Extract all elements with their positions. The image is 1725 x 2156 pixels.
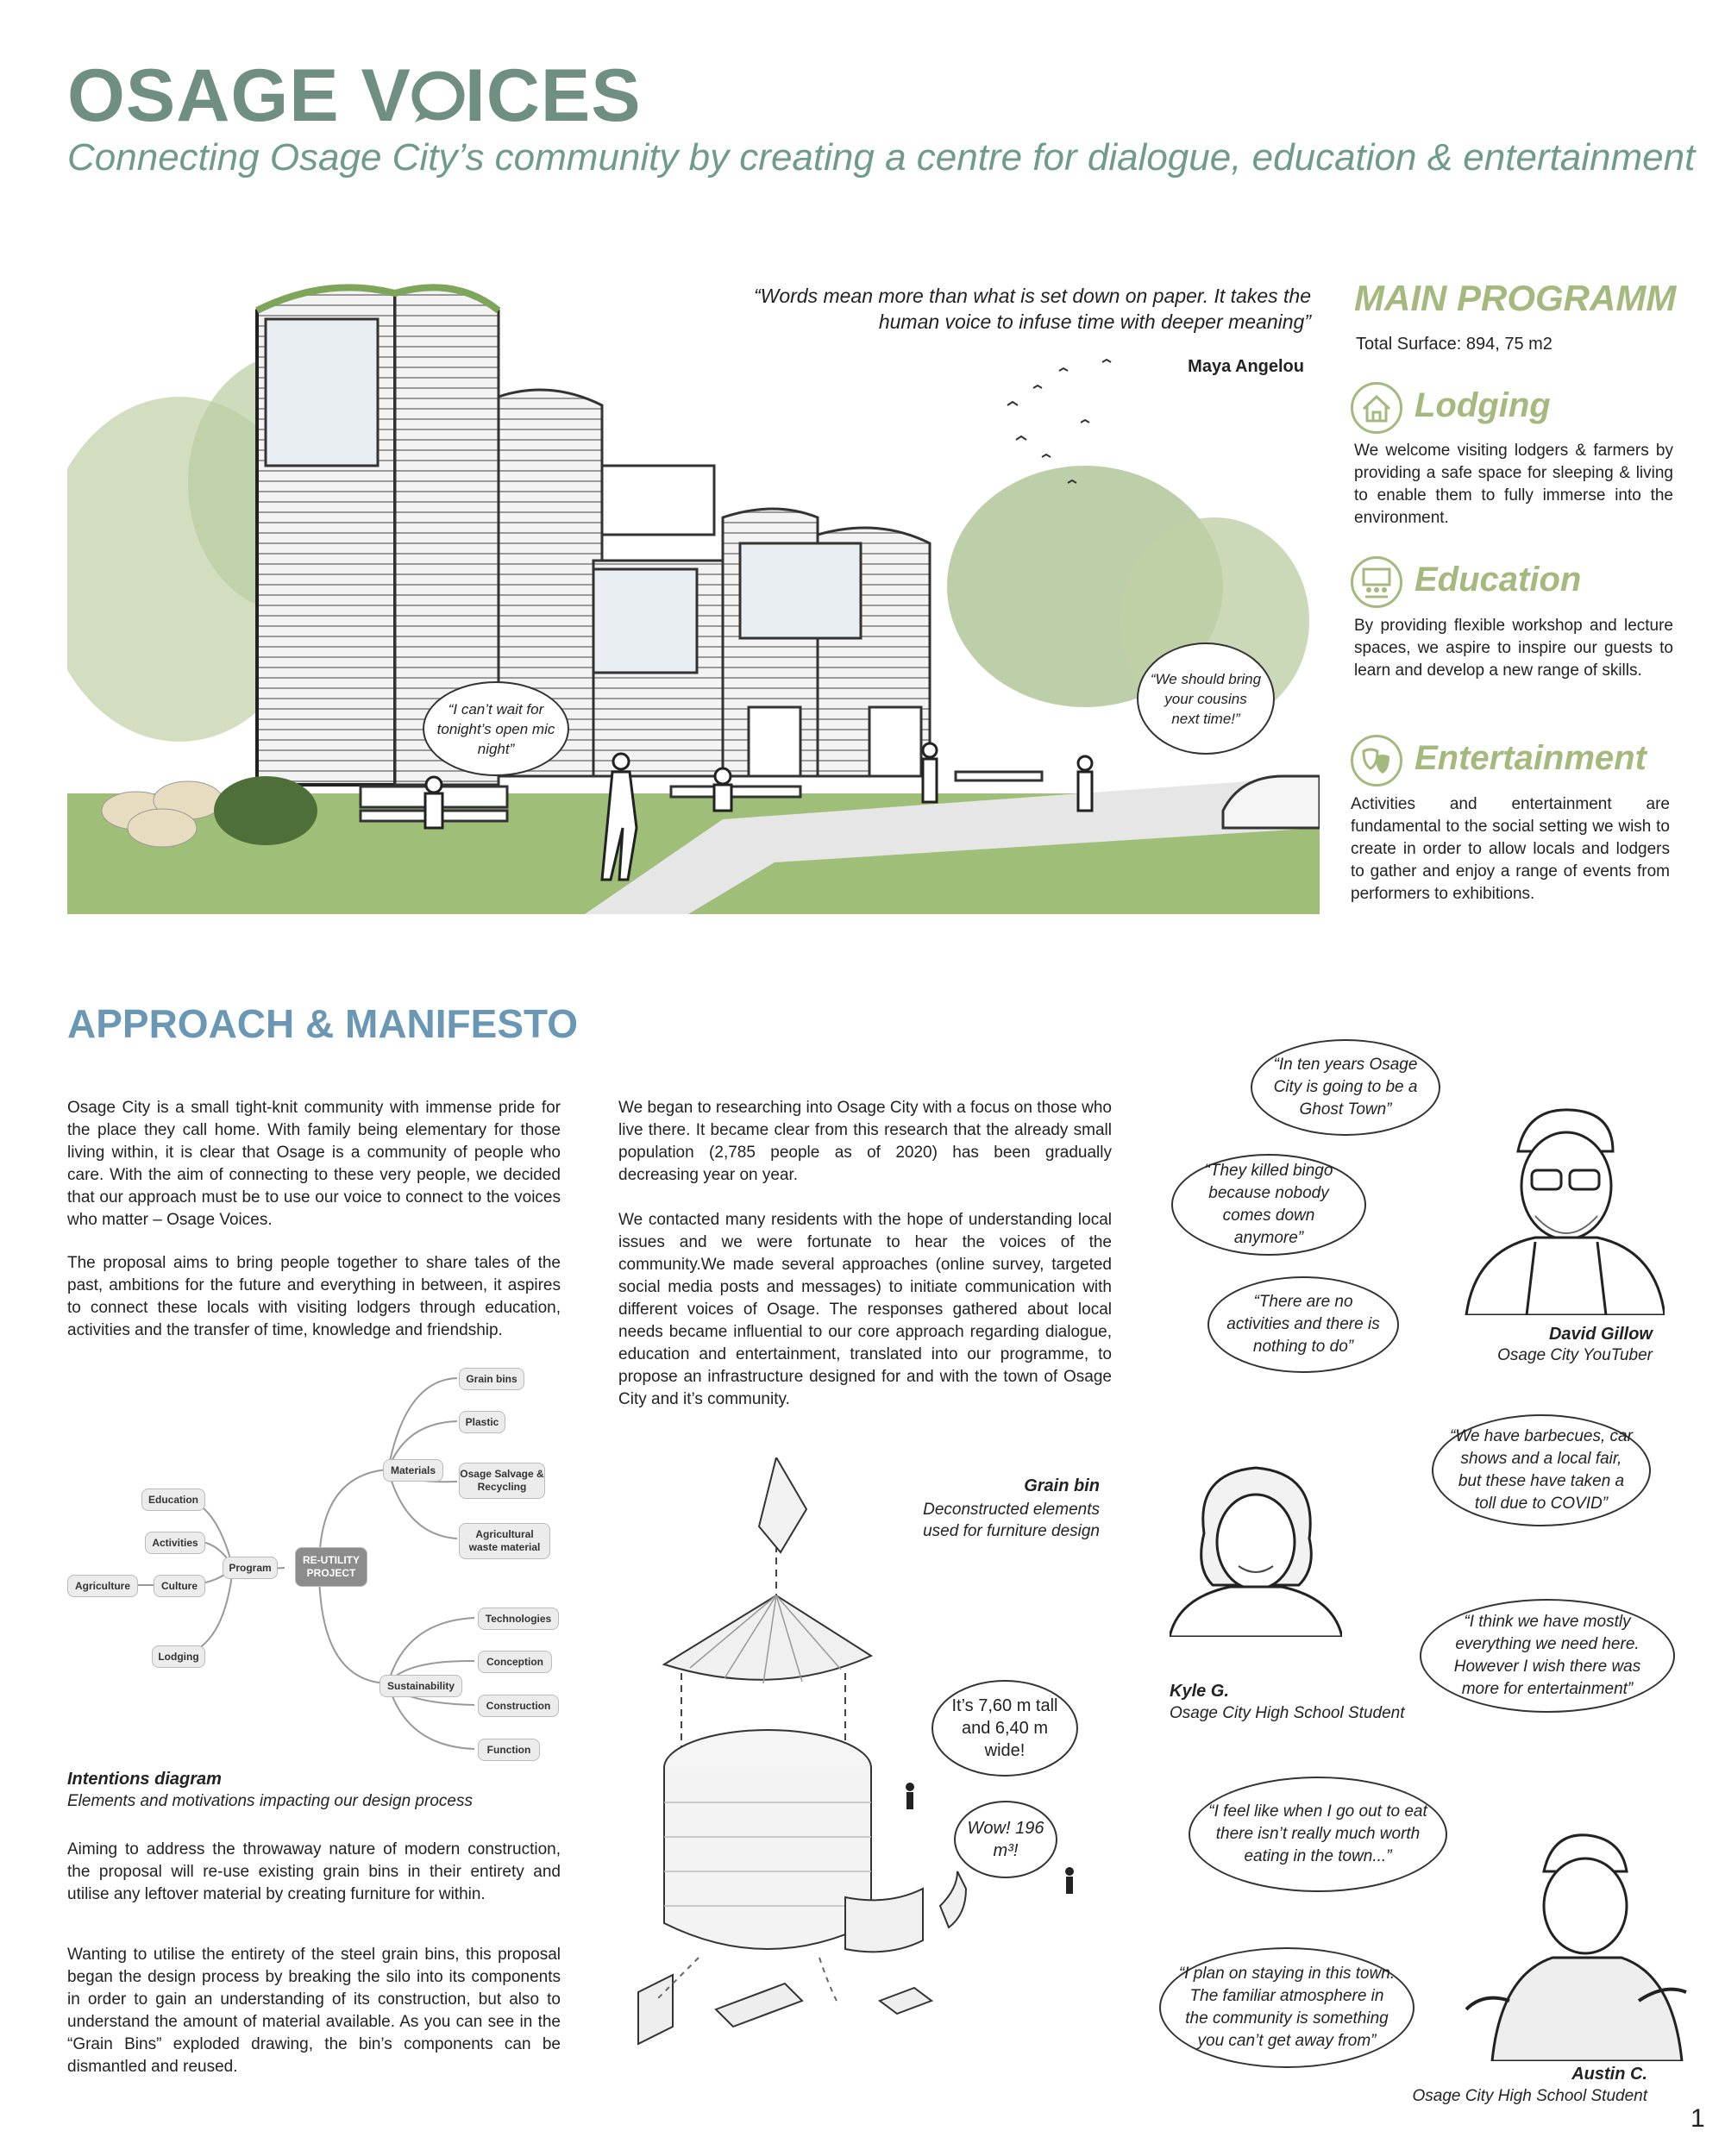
page-title: OSAGE V ICES (67, 54, 642, 137)
portrait-austin (1458, 1820, 1690, 2061)
theatre-masks-icon (1351, 735, 1402, 787)
grainbin-caption-title: Grain bin (1024, 1476, 1100, 1495)
voice-quote-eating: “I feel like when I go out to eat there isn’t really much worth eating in the town...” (1189, 1777, 1447, 1892)
approach-col1-p2: The proposal aims to bring people together to share tales of the past, ambitions for the future and everything in between, it aspires to connect these locals with visiting lodgers through education, activities and the transfer of time, knowledge and friendship. (67, 1254, 561, 1339)
grainbin-caption-text: Deconstructed elements used for furniture design (923, 1501, 1100, 1540)
voice-quote-barbecues: “We have barbecues, car shows and a local fair, but these have taken a toll due to COVID” (1432, 1414, 1651, 1526)
speech-bubble-o-icon (411, 67, 465, 124)
approach-col2-p1: We began to researching into Osage City with a focus on those who live there. It became clear from this research that the already small population (2,785 people as of 2020) has been gradually decreasing year on year. (618, 1099, 1112, 1184)
program-heading-education: Education (1414, 561, 1582, 599)
classroom-icon (1351, 556, 1402, 608)
program-surface: Total Surface: 894, 75 m2 (1356, 335, 1552, 354)
speech-bubble-bin-size: It’s 7,60 m tall and 6,40 m wide! (932, 1680, 1078, 1777)
mindmap-program-node: Program (223, 1557, 278, 1579)
page-number: 1 (1690, 2104, 1705, 2133)
mindmap-center-node: RE-UTILITY PROJECT (295, 1547, 367, 1587)
voice-quote-ghost-town: “In ten years Osage City is going to be a Ghost Town” (1251, 1039, 1440, 1136)
program-heading-entertainment: Entertainment (1414, 739, 1647, 777)
person-name-david: David Gillow (1548, 1325, 1653, 1344)
page-subtitle: Connecting Osage City’s community by creating a centre for dialogue, education & entertainment (67, 136, 1696, 179)
mindmap-node-lodging: Lodging (152, 1645, 205, 1668)
mindmap-materials-node: Materials (383, 1459, 443, 1482)
portrait-david-gillow (1449, 1091, 1665, 1315)
person-name-kyle: Kyle G. (1170, 1682, 1229, 1701)
mindmap-node-technologies: Technologies (478, 1608, 559, 1630)
approach-col2-p2: We contacted many residents with the hope of understanding local issues and we were fortunate to hear the voices of the community.We made several approaches (online survey, targeted social media posts and messages) to initiate communication with different voices of Osage. The responses gathered about local needs became influential to our core approach regarding dialogue, education and entertainment, translated into our programme, to propose an infrastructure designed for and with the town of Osage City and it’s community. (618, 1211, 1112, 1408)
mindmap-node-plastic: Plastic (459, 1411, 505, 1433)
mindmap-node-agriculture: Agriculture (67, 1575, 138, 1597)
program-text-education: By providing flexible workshop and lecture spaces, we aspire to inspire our guests to learn and develop a new range of skills. (1354, 617, 1673, 680)
voice-quote-bingo: “They killed bingo because nobody comes down anymore” (1171, 1154, 1366, 1256)
mindmap-caption-title: Intentions diagram (67, 1770, 222, 1789)
person-role-austin: Osage City High School Student (1412, 2087, 1647, 2105)
approach-col1-p1: Osage City is a small tight-knit community with immense pride for the place they call home. With family being elementary for those living within, it is clear that Osage is a community of people who care. With the aim of connecting to these very people, we decided that our approach must be to use our voice to connect to the voices who matter – Osage Voices. (67, 1099, 561, 1229)
program-title: MAIN PROGRAMM (1354, 278, 1677, 318)
house-icon (1351, 382, 1402, 434)
voice-quote-no-activities: “There are no activities and there is nothing to do” (1208, 1276, 1399, 1373)
mindmap-node-conception: Conception (478, 1651, 552, 1673)
person-role-kyle: Osage City High School Student (1170, 1704, 1405, 1722)
speech-bubble-cousins: “We should bring your cousins next time!” (1137, 642, 1275, 755)
voice-quote-entertainment: “I think we have mostly everything we need here. However I wish there was more for entertainment” (1420, 1599, 1675, 1713)
mindmap-node-construction: Construction (478, 1695, 559, 1717)
person-role-david: Osage City YouTuber (1497, 1346, 1653, 1364)
program-text-entertainment: Activities and entertainment are fundamental to the social setting we wish to create in order to allow locals and lodgers to gather and enjoy a range of events from performers to exhibitions. (1351, 795, 1670, 903)
program-text-lodging: We welcome visiting lodgers & farmers by providing a safe space for sleeping & living to enable them to fully immerse into the environment. (1354, 442, 1673, 527)
person-name-austin: Austin C. (1571, 2065, 1647, 2084)
portrait-kyle (1170, 1456, 1342, 1637)
approach-heading: APPROACH & MANIFESTO (67, 1001, 579, 1046)
mindmap-node-activities: Activities (145, 1532, 205, 1554)
speech-bubble-open-mic: “I can’t wait for tonight’s open mic night” (423, 681, 569, 776)
mindmap-sustainability-node: Sustainability (380, 1675, 462, 1697)
mindmap-node-function: Function (478, 1739, 540, 1761)
hero-quote: “Words mean more than what is set down on paper. It takes the human voice to infuse time with deeper meaning” (753, 285, 1311, 333)
mindmap-node-agricultural-waste: Agricultural waste material (459, 1523, 550, 1559)
approach-col1-p4: Wanting to utilise the entirety of the steel grain bins, this proposal began the design process by breaking the silo into its components in order to gain an understanding of its construction, but also to understand the amount of material available. As you can see in the “Grain Bins” exploded drawing, the bin’s components can be dismantled and reused. (67, 1946, 561, 2076)
speech-bubble-bin-volume: Wow! 196 m³! (954, 1801, 1057, 1878)
approach-col1-p3: Aiming to address the throwaway nature of modern construction, the proposal will re-use existing grain bins in their entirety and utilise any leftover material by creating furniture for within. (67, 1840, 561, 1903)
mindmap-node-culture: Culture (154, 1575, 205, 1597)
mindmap-node-osage-salvage: Osage Salvage & Recycling (459, 1463, 545, 1499)
voice-quote-staying: “I plan on staying in this town. The familiar atmosphere in the community is something you can’t get away from” (1159, 1947, 1414, 2068)
hero-quote-author: Maya Angelou (1188, 357, 1304, 376)
mindmap-caption-text: Elements and motivations impacting our design process (67, 1792, 473, 1810)
mindmap-node-grain-bins: Grain bins (459, 1368, 524, 1390)
program-heading-lodging: Lodging (1414, 386, 1551, 424)
mindmap-node-education: Education (141, 1489, 205, 1511)
